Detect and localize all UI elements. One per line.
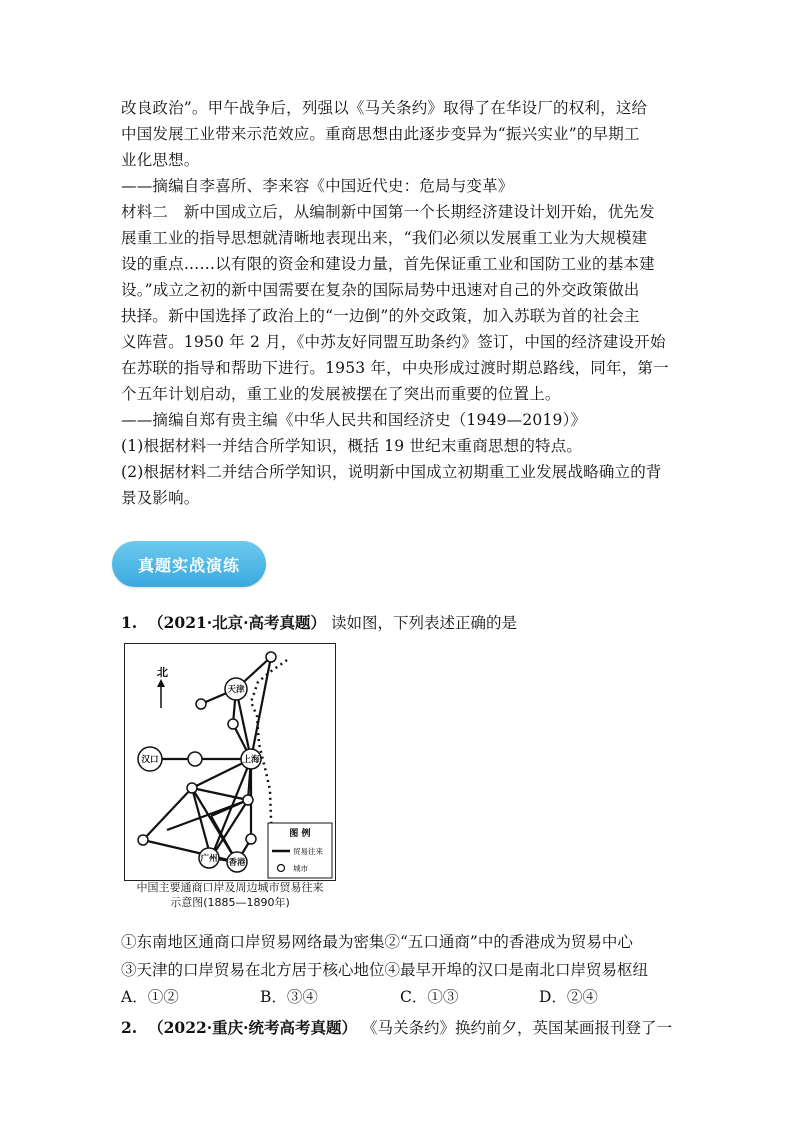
- passage-line: 义阵营。1950 年 2 月，《中苏友好同盟互助条约》签订，中国的经济建设开始: [121, 333, 666, 351]
- map-caption-line: 中国主要通商口岸及周边城市贸易往来: [136, 881, 324, 894]
- city-label-tianjin: 天津: [227, 685, 245, 695]
- passage-line: 展重工业的指导思想就清晰地表现出来，“我们必须以发展重工业为大规模建: [121, 229, 648, 247]
- trade-map-svg: [125, 644, 334, 879]
- passage-line: 抉择。新中国选择了政治上的“一边倒”的外交政策，加入苏联为首的社会主: [121, 307, 640, 325]
- north-label: 北: [157, 666, 168, 679]
- question-1-header: [121, 611, 517, 633]
- city-node: [246, 834, 256, 844]
- choice-b[interactable]: B．③④: [260, 988, 318, 1006]
- passage-line: 改良政治”。甲午战争后，列强以《马关条约》取得了在华设厂的权利，这给: [121, 99, 648, 117]
- trade-map-figure: [124, 643, 336, 881]
- passage-line: 材料二 新中国成立后，从编制新中国第一个长期经济建设计划开始，优先发: [121, 203, 655, 221]
- passage-line: 设的重点……以有限的资金和建设力量，首先保证重工业和国防工业的基本建: [121, 255, 655, 273]
- passage-line: 中国发展工业带来示范效应。重商思想由此逐步变异为“振兴实业”的早期工: [121, 125, 640, 143]
- section-badge: 真题实战演练: [112, 541, 266, 587]
- map-caption: [124, 880, 336, 910]
- question-source: （2022·重庆·统考高考真题）: [148, 1018, 358, 1037]
- passage-line: 设。”成立之初的新中国需要在复杂的国际局势中迅速对自己的外交政策做出: [121, 281, 640, 299]
- question-stem: 读如图，下列表述正确的是: [331, 614, 518, 632]
- city-label-hongkong: 香港: [228, 858, 246, 868]
- passage-source: ——摘编自李喜所、李来容《中国近代史：危局与变革》: [121, 177, 514, 195]
- city-node: [196, 699, 206, 709]
- statement-line: ①东南地区通商口岸贸易网络最为密集②“五口通商”中的香港成为贸易中心: [121, 933, 633, 951]
- choice-d[interactable]: D．②④: [539, 988, 598, 1006]
- question-1-statements: [121, 928, 648, 984]
- legend-city-label: 城市: [293, 864, 308, 873]
- question-prompt: 景及影响。: [121, 489, 200, 507]
- city-label-hankou: 汉口: [141, 755, 159, 765]
- city-node: [266, 652, 276, 662]
- question-source: （2021·北京·高考真题）: [148, 613, 327, 632]
- legend-circle-icon: [278, 865, 285, 872]
- map-caption-line: 示意图(1885—1890年): [170, 896, 290, 909]
- city-label-shanghai: 上海: [242, 755, 260, 765]
- north-arrowhead-icon: [157, 679, 165, 687]
- question-prompt: (1)根据材料一并结合所学知识，概括 19 世纪末重商思想的特点。: [121, 437, 583, 455]
- city-node: [187, 783, 197, 793]
- city-node: [138, 835, 148, 845]
- passage-text: [121, 95, 681, 511]
- passage-line: 在苏联的指导和帮助下进行。1953 年，中央形成过渡时期总路线，同年，第一: [121, 359, 669, 377]
- question-2-header: [121, 1016, 672, 1038]
- passage-line: 业化思想。: [121, 151, 200, 169]
- question-stem: 《马关条约》换约前夕，英国某画报刊登了一: [362, 1019, 673, 1037]
- question-prompt: (2)根据材料二并结合所学知识，说明新中国成立初期重工业发展战略确立的背: [121, 463, 662, 481]
- statement-line: ③天津的口岸贸易在北方居于核心地位④最早开埠的汉口是南北口岸贸易枢纽: [121, 961, 649, 979]
- legend-trade-label: 贸易往来: [293, 847, 323, 856]
- question-number: 1.: [121, 613, 138, 632]
- city-node: [243, 795, 253, 805]
- passage-line: 个五年计划启动，重工业的发展被摆在了突出而重要的位置上。: [121, 385, 561, 403]
- passage-source: ——摘编自郑有贵主编《中华人民共和国经济史（1949—2019）》: [121, 411, 587, 429]
- city-label-guangzhou: 广州: [200, 854, 218, 864]
- legend-title: 图 例: [289, 829, 311, 839]
- city-node: [228, 719, 238, 729]
- city-node: [188, 752, 202, 766]
- question-number: 2.: [121, 1018, 138, 1037]
- choice-c[interactable]: C．①③: [400, 988, 459, 1006]
- choice-a[interactable]: A．①②: [121, 988, 179, 1006]
